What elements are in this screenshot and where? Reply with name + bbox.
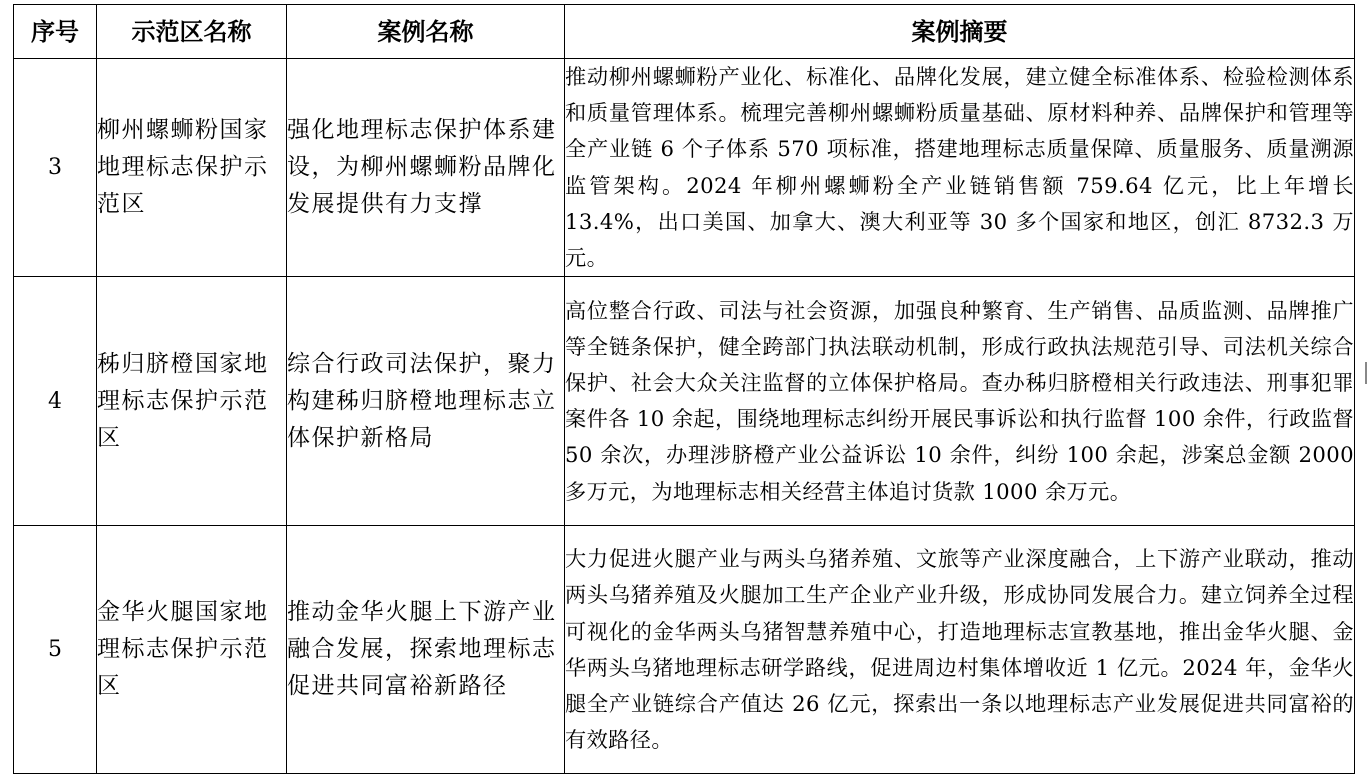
header-region: 示范区名称 — [97, 5, 287, 59]
row-region: 秭归脐橙国家地理标志保护示范区 — [97, 277, 287, 526]
row-index: 5 — [14, 526, 97, 774]
row-region: 柳州螺蛳粉国家地理标志保护示范区 — [97, 59, 287, 277]
case-table — [13, 4, 1355, 774]
row-case-name: 推动金华火腿上下游产业融合发展，探索地理标志促进共同富裕新路径 — [287, 526, 565, 774]
row-index: 4 — [14, 277, 97, 526]
header-summary: 案例摘要 — [565, 5, 1355, 59]
row-case-name: 强化地理标志保护体系建设，为柳州螺蛳粉品牌化发展提供有力支撑 — [287, 59, 565, 277]
table-row — [14, 277, 1355, 526]
row-case-name: 综合行政司法保护，聚力构建秭归脐橙地理标志立体保护新格局 — [287, 277, 565, 526]
row-region: 金华火腿国家地理标志保护示范区 — [97, 526, 287, 774]
row-summary: 高位整合行政、司法与社会资源，加强良种繁育、生产销售、品质监测、品牌推广等全链条保护，健全跨部门执法联动机制，形成行政执法规范引导、司法机关综合保护、社会大众关注监督的立体保护格局。查办秭归脐橙相关行政违法、刑事犯罪案件各 10 余起，围绕地理标志纠纷开展民事诉讼和执行监督 100 余件，行政监督 50 余次，办理涉脐橙产业公益诉讼 10 余件，纠纷 100 余起，涉案总金额 2000 多万元，为地理标志相关经营主体追讨货款 1000 余万元。 — [565, 277, 1355, 526]
table-row — [14, 59, 1355, 277]
row-index: 3 — [14, 59, 97, 277]
table-row — [14, 526, 1355, 774]
header-row — [14, 5, 1355, 59]
row-summary: 大力促进火腿产业与两头乌猪养殖、文旅等产业深度融合，上下游产业联动，推动两头乌猪养殖及火腿加工生产企业产业升级，形成协同发展合力。建立饲养全过程可视化的金华两头乌猪智慧养殖中心，打造地理标志宣教基地，推出金华火腿、金华两头乌猪地理标志研学路线，促进周边村集体增收近 1 亿元。2024 年，金华火腿全产业链综合产值达 26 亿元，探索出一条以地理标志产业发展促进共同富裕的有效路径。 — [565, 526, 1355, 774]
header-case-name: 案例名称 — [287, 5, 565, 59]
row-summary: 推动柳州螺蛳粉产业化、标准化、品牌化发展，建立健全标准体系、检验检测体系和质量管理体系。梳理完善柳州螺蛳粉质量基础、原材料种养、品牌保护和管理等全产业链 6 个子体系 570 项标准，搭建地理标志质量保障、质量服务、质量溯源监管架构。2024 年柳州螺蛳粉全产业链销售额 759.64 亿元，比上年增长 13.4%，出口美国、加拿大、澳大利亚等 30 多个国家和地区，创汇 8732.3 万元。 — [565, 59, 1355, 277]
header-index: 序号 — [14, 5, 97, 59]
